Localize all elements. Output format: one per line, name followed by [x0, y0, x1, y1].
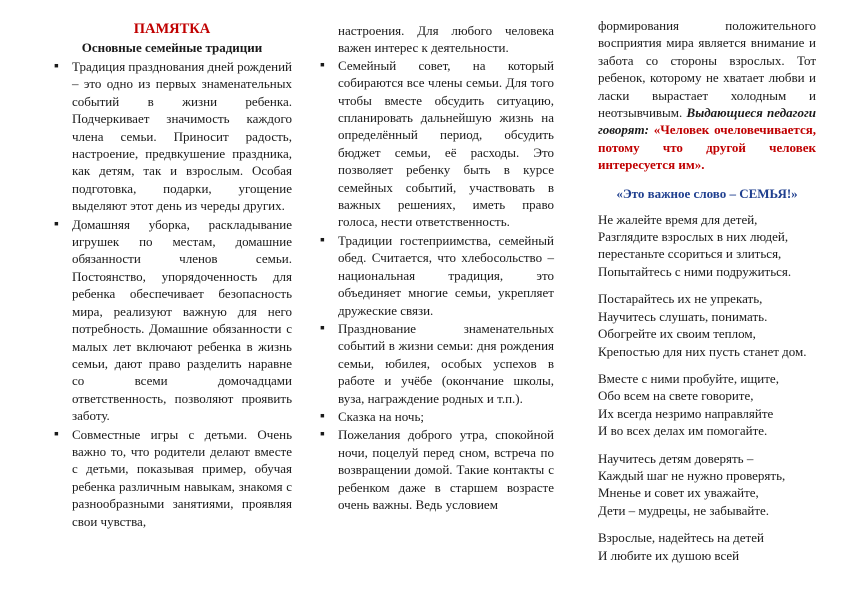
- column-1: [52, 17, 292, 531]
- quote-lead: Выдающиеся педагоги говорят:: [598, 105, 816, 138]
- list-item: ▪ Празднование знаменательных событий в жизни семьи: дня рождения семьи, юбилея, особых успехов в работе и учёбе (окончание школы, вуза, награждение родных и т.п.).: [318, 320, 554, 407]
- column-3: [598, 17, 816, 574]
- poem-line: Мненье и совет их уважайте,: [598, 485, 759, 501]
- poem-stanza: [598, 290, 816, 360]
- poem: [598, 211, 816, 564]
- poem-line: Каждый шаг не нужно проверять,: [598, 467, 786, 483]
- leaflet-subtitle: Основные семейные традиции: [81, 40, 263, 55]
- poem-line: Обогрейте их своим теплом,: [598, 326, 756, 342]
- traditions-list-2: [318, 57, 554, 514]
- poem-line: Попытайтесь с ними подружиться.: [598, 263, 792, 279]
- column-2: [318, 22, 554, 514]
- poem-line: Постарайтесь их не упрекать,: [598, 291, 763, 307]
- poem-line: Разглядите взрослых в них людей,: [598, 229, 789, 245]
- poem-stanza: [598, 529, 816, 564]
- poem-line: Не жалейте время для детей,: [598, 211, 758, 227]
- poem-line: Обо всем на свете говорите,: [598, 388, 754, 404]
- poem-line: Взрослые, надейтесь на детей: [598, 530, 764, 546]
- traditions-list-1: [52, 58, 292, 530]
- poem-stanza: [598, 370, 816, 440]
- poem-title: «Это важное слово – СЕМЬЯ!»: [616, 185, 798, 201]
- continued-text-body: формирования положительного восприятия мира является внимание и забота со стороны взрослых. Тот ребенок, которому не хватает любви и ласки вырастает холодным и неотзывчивым.: [598, 18, 816, 121]
- list-item: ▪ Традиции гостеприимства, семейный обед. Считается, что хлебосольство – национальная традиция, это объединяет многие семьи, укрепляет дружеские связи.: [318, 232, 554, 319]
- list-item: ▪ Семейный совет, на который собираются все члены семьи. Для того чтобы вместе обсудить ситуацию, спланировать дальнейшую жизнь на определённый период, обсудить бюджет семьи, её расходы. Это позволяет ребенку быть в курсе семейных событий, участвовать в важных решениях, иметь право голоса, нести ответственность.: [318, 57, 554, 231]
- leaflet-title: ПАМЯТКА: [133, 21, 211, 37]
- poem-line: Их всегда незримо направляйте: [598, 405, 774, 421]
- poem-line: Научитесь детям доверять –: [598, 450, 754, 466]
- list-item: ▪ Сказка на ночь;: [318, 408, 554, 425]
- list-item: ▪ Пожелания доброго утра, спокойной ночи, поцелуй перед сном, встреча по возвращении домой. Такие контакты с ребенком даже в старшем возрасте очень важны. Ведь условием: [318, 426, 554, 513]
- continued-text: настроения. Для любого человека важен интерес к деятельности.: [338, 23, 554, 56]
- poem-line: Вместе с ними пробуйте, ищите,: [598, 370, 779, 386]
- poem-line: Дети – мудрецы, не забывайте.: [598, 502, 770, 518]
- poem-line: И во всех делах им помогайте.: [598, 423, 768, 439]
- poem-line: И любите их душою всей: [598, 547, 740, 563]
- list-item: ▪ Домашняя уборка, раскладывание игрушек по местам, домашние обязанности членов семьи. Постоянство, упорядоченность для ребенка обеспечивает безопасность мира, реализуют важную для него потребность. Домашние обязанности с малых лет включают ребенка в жизнь семьи, дают право разделить наравне со всеми домочадцами ответственность, позволяют проявить заботу.: [52, 216, 292, 425]
- list-item: ▪ Традиция празднования дней рождений – это одно из первых знаменательных событий в жизни ребенка. Подчеркивает значимость каждого члена семьи. Приносит радость, настроение, предвкушение праздника, как детям, так и взрослым. Особая подготовка, подарки, угощение выделяют этот день из череды других.: [52, 58, 292, 215]
- poem-stanza: [598, 211, 816, 281]
- poem-line: Крепостью для них пусть станет дом.: [598, 343, 807, 359]
- quote-text: «Человек очеловечивается, потому что другой человек интересуется им».: [598, 122, 816, 173]
- list-item: ▪ Совместные игры с детьми. Очень важно то, что родители делают вместе с детьми, показывая пример, обучая ребенка различным навыкам, знакомя с разнообразными занятиями, проявляя свои чувства,: [52, 426, 292, 530]
- poem-line: Научитесь слушать, понимать.: [598, 308, 768, 324]
- poem-line: перестаньте ссориться и злиться,: [598, 246, 782, 262]
- poem-stanza: [598, 450, 816, 520]
- continued-text: [598, 17, 816, 174]
